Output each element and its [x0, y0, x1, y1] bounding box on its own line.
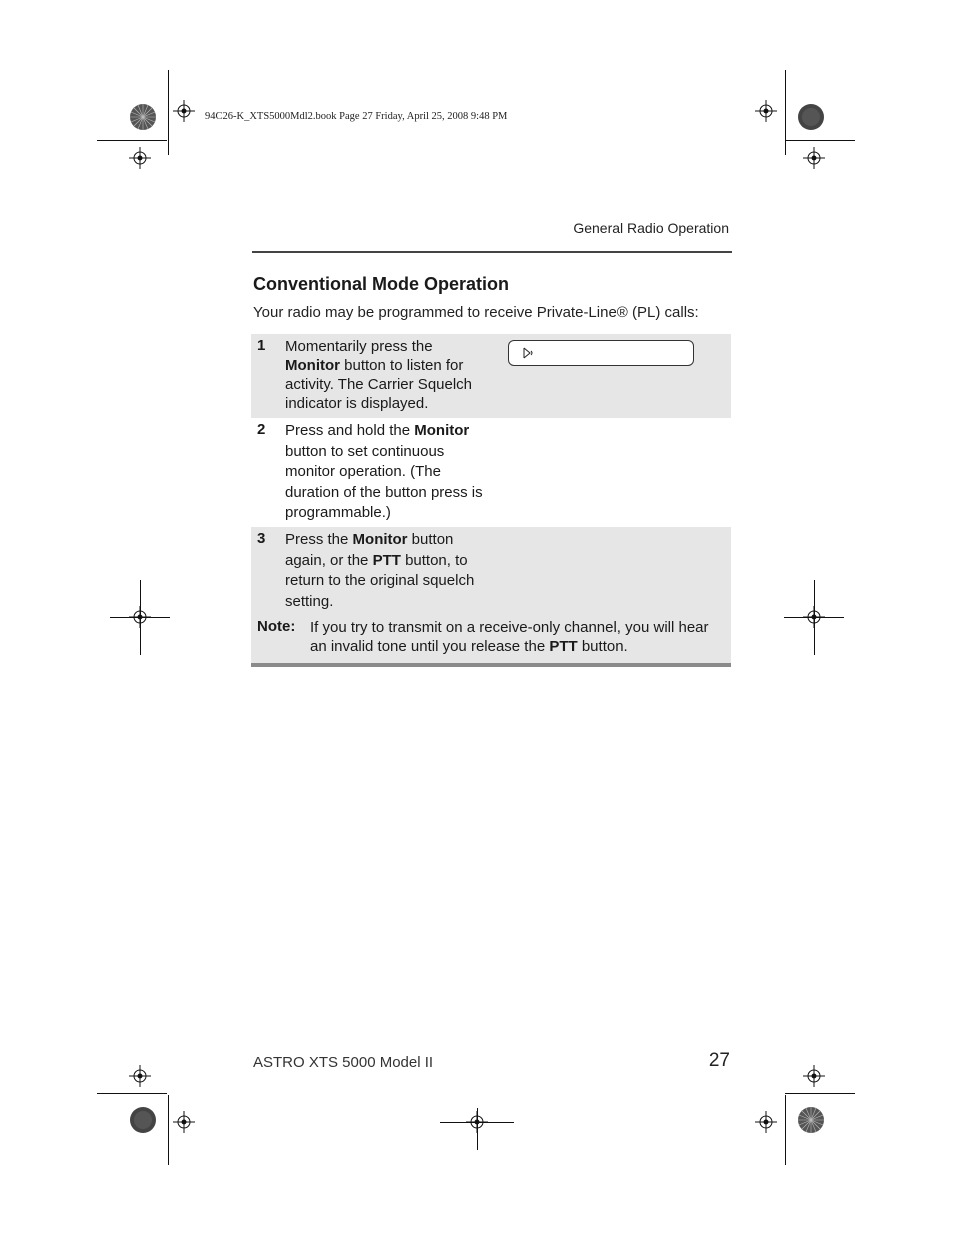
step-text: Press the Monitor button again, or the PTT button, to return to the original squelch setting.	[285, 531, 475, 610]
registration-mark-icon	[129, 147, 151, 169]
step-text: Momentarily press the Monitor button to listen for activity. The Carrier Squelch indicator is displayed.	[285, 338, 473, 412]
note-row	[251, 615, 731, 667]
step-text: Press and hold the Monitor button to set continuous monitor operation. (The duration of the button press is programmable.)	[285, 422, 483, 521]
color-target-icon	[129, 1106, 157, 1134]
color-target-icon	[797, 103, 825, 131]
step-row	[251, 418, 731, 527]
registration-mark-icon	[173, 100, 195, 122]
step-row	[251, 527, 731, 615]
intro-text: Your radio may be programmed to receive Private-Line® (PL) calls:	[253, 304, 699, 321]
registration-mark-icon	[755, 100, 777, 122]
step-number: 2	[257, 421, 266, 438]
registration-mark-icon	[803, 147, 825, 169]
registration-mark-icon	[803, 1065, 825, 1087]
running-header: General Radio Operation	[573, 220, 729, 236]
note-label: Note:	[257, 618, 296, 635]
footer-product-name: ASTRO XTS 5000 Model II	[253, 1054, 434, 1071]
registration-mark-icon	[173, 1111, 195, 1133]
print-slug: 94C26-K_XTS5000Mdl2.book Page 27 Friday, April 25, 2008 9:48 PM	[205, 111, 508, 122]
steps-table	[251, 334, 731, 667]
color-target-icon	[797, 1106, 825, 1134]
header-rule	[252, 251, 732, 253]
page-number: 27	[708, 1050, 730, 1071]
note-text: If you try to transmit on a receive-only channel, you will hear an invalid tone until you release the PTT button.	[310, 619, 709, 655]
radio-display	[508, 340, 694, 366]
step-number: 1	[257, 337, 266, 354]
step-row	[251, 334, 731, 418]
section-title: Conventional Mode Operation	[253, 274, 510, 294]
carrier-squelch-icon	[522, 346, 534, 360]
registration-mark-icon	[129, 1065, 151, 1087]
step-number: 3	[257, 530, 266, 547]
registration-mark-icon	[755, 1111, 777, 1133]
color-target-icon	[129, 103, 157, 131]
